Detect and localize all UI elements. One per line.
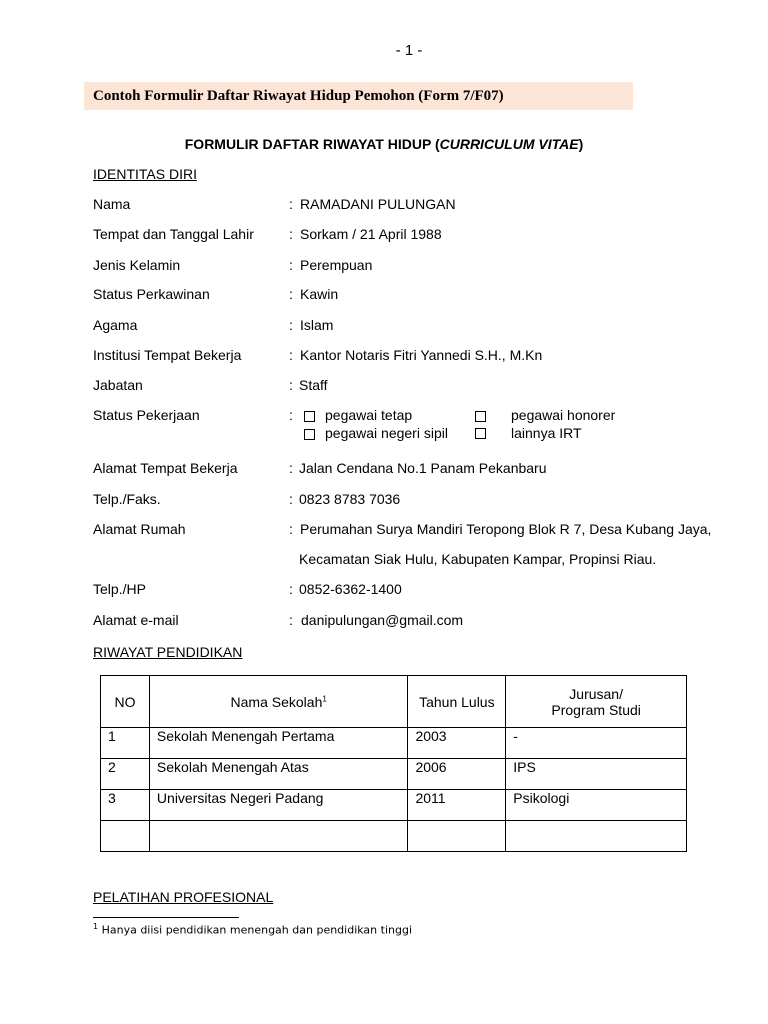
field-label-nama: Nama xyxy=(93,196,131,212)
form-title-italic: CURRICULUM VITAE xyxy=(439,136,579,152)
field-label-phone: Telp./HP xyxy=(93,581,146,597)
header-year: Tahun Lulus xyxy=(408,676,506,728)
cell-school: Sekolah Menengah Pertama xyxy=(149,728,408,759)
field-colon: : xyxy=(289,581,293,597)
cell-no: 1 xyxy=(101,728,150,759)
field-value-gender: Perempuan xyxy=(300,257,373,273)
footnote-ref: 1 xyxy=(322,693,327,703)
field-value-email: danipulungan@gmail.com xyxy=(301,612,464,628)
field-colon: : xyxy=(289,317,293,333)
field-colon: : xyxy=(289,407,293,423)
field-colon: : xyxy=(289,196,293,212)
header-no: NO xyxy=(101,676,150,728)
field-value-religion: Islam xyxy=(300,317,334,333)
footnote-divider xyxy=(93,917,239,918)
field-label-email: Alamat e-mail xyxy=(93,612,179,628)
field-colon: : xyxy=(289,347,293,363)
field-colon: : xyxy=(289,226,293,242)
field-colon: : xyxy=(289,521,293,537)
field-label-birth: Tempat dan Tanggal Lahir xyxy=(93,226,254,242)
education-table xyxy=(100,675,687,852)
form-title xyxy=(0,136,768,152)
field-colon: : xyxy=(289,257,293,273)
checkbox-pegawai-negeri-sipil[interactable] xyxy=(304,429,315,440)
field-value-work-address: Jalan Cendana No.1 Panam Pekanbaru xyxy=(299,460,547,476)
table-row xyxy=(101,728,687,759)
cell-major: Psikologi xyxy=(506,790,687,821)
identity-heading: IDENTITAS DIRI xyxy=(93,166,197,182)
header-major xyxy=(506,676,687,728)
option-label-pegawai-tetap: pegawai tetap xyxy=(325,407,413,423)
field-colon: : xyxy=(289,377,293,393)
field-label-work-address: Alamat Tempat Bekerja xyxy=(93,460,238,476)
field-colon: : xyxy=(289,286,293,302)
field-value-position: Staff xyxy=(299,377,328,393)
table-row-empty xyxy=(101,821,687,852)
field-label-institution: Institusi Tempat Bekerja xyxy=(93,347,242,363)
education-heading: RIWAYAT PENDIDIKAN xyxy=(93,644,243,660)
header-major-line1: Jurusan/ xyxy=(569,685,623,702)
footnote-text: Hanya diisi pendidikan menengah dan pendidikan tinggi xyxy=(98,923,413,937)
footnote-mark: 1 xyxy=(93,922,99,931)
table-row xyxy=(101,790,687,821)
cell-major: - xyxy=(506,728,687,759)
cell-year: 2011 xyxy=(408,790,506,821)
cell-year: 2003 xyxy=(408,728,506,759)
field-label-gender: Jenis Kelamin xyxy=(93,257,181,273)
field-label-home-address: Alamat Rumah xyxy=(93,521,186,537)
cell-major: IPS xyxy=(506,759,687,790)
cell-no: 2 xyxy=(101,759,150,790)
page-number: - 1 - xyxy=(395,42,423,59)
cell-school xyxy=(149,821,408,852)
field-value-home-address-cont: Kecamatan Siak Hulu, Kabupaten Kampar, Propinsi Riau. xyxy=(299,551,657,567)
field-value-nama: RAMADANI PULUNGAN xyxy=(300,196,456,212)
field-value-fax: 0823 8783 7036 xyxy=(299,491,401,507)
form-code-banner-text: Contoh Formulir Daftar Riwayat Hidup Pemohon (Form 7/F07) xyxy=(93,88,504,104)
table-header-row xyxy=(101,676,687,728)
checkbox-pegawai-tetap[interactable] xyxy=(304,411,315,422)
cell-school: Universitas Negeri Padang xyxy=(149,790,408,821)
field-label-marital: Status Perkawinan xyxy=(93,286,210,302)
field-value-marital: Kawin xyxy=(300,286,339,302)
field-label-position: Jabatan xyxy=(93,377,143,393)
form-title-end: ) xyxy=(578,136,584,152)
cell-year: 2006 xyxy=(408,759,506,790)
cell-no: 3 xyxy=(101,790,150,821)
field-value-phone: 0852-6362-1400 xyxy=(299,581,402,597)
checkbox-pegawai-honorer[interactable] xyxy=(475,411,486,422)
cell-no xyxy=(101,821,150,852)
field-colon: : xyxy=(289,491,293,507)
option-label-pegawai-honorer: pegawai honorer xyxy=(511,407,616,423)
header-school xyxy=(149,676,408,728)
option-label-lainnya: lainnya IRT xyxy=(511,425,582,441)
field-colon: : xyxy=(289,460,293,476)
field-value-birth: Sorkam / 21 April 1988 xyxy=(300,226,442,242)
header-school-label: Nama Sekolah xyxy=(230,693,323,710)
field-label-job-status: Status Pekerjaan xyxy=(93,407,200,423)
field-label-fax: Telp./Faks. xyxy=(93,491,161,507)
cell-major xyxy=(506,821,687,852)
cell-year xyxy=(408,821,506,852)
cell-school: Sekolah Menengah Atas xyxy=(149,759,408,790)
training-heading: PELATIHAN PROFESIONAL xyxy=(93,889,274,905)
field-colon: : xyxy=(289,612,293,628)
field-value-institution: Kantor Notaris Fitri Yannedi S.H., M.Kn xyxy=(300,347,543,363)
form-title-main: FORMULIR DAFTAR RIWAYAT HIDUP ( xyxy=(184,136,440,152)
field-value-home-address: Perumahan Surya Mandiri Teropong Blok R 7, Desa Kubang Jaya, xyxy=(300,521,712,537)
header-major-line2: Program Studi xyxy=(551,701,641,718)
field-label-religion: Agama xyxy=(93,317,138,333)
table-row xyxy=(101,759,687,790)
checkbox-lainnya[interactable] xyxy=(475,428,486,439)
footnote xyxy=(93,922,412,937)
option-label-pegawai-negeri-sipil: pegawai negeri sipil xyxy=(325,425,448,441)
